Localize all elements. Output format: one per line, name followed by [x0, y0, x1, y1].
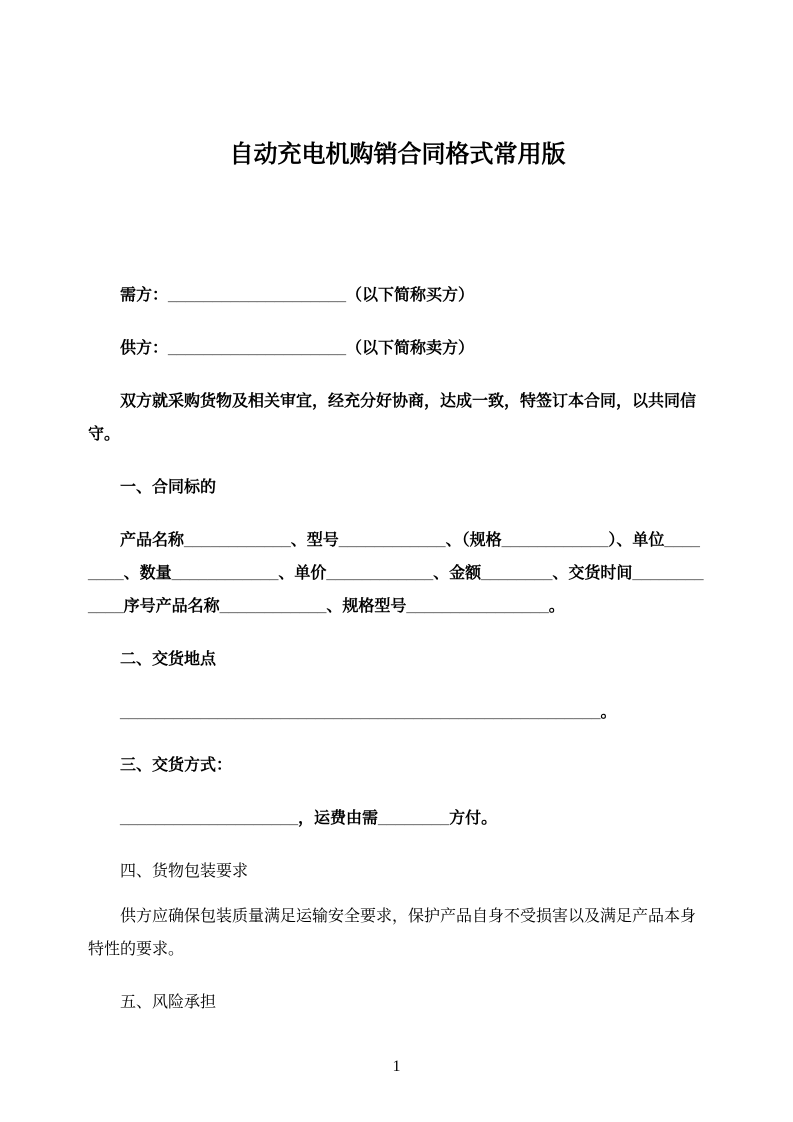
page-number: 1 [392, 1058, 401, 1075]
heading-risk: 五、风险承担 [120, 994, 217, 1011]
heading-packaging: 四、货物包装要求 [120, 863, 249, 880]
intro-paragraph: 双方就采购货物及相关审宜，经充分好协商，达成一致，特签订本合同，以共同信守。 [88, 393, 697, 443]
party-buyer-line: 需方：____________________（以下简称买方） [120, 287, 474, 304]
document-title: 自动充电机购销合同格式常用版 [229, 141, 566, 168]
heading-contract-subject: 一、合同标的 [120, 479, 217, 496]
blank-delivery-method: ____________________，运费由需________方付。 [120, 810, 498, 827]
party-seller-line: 供方：____________________（以下简称卖方） [120, 340, 474, 357]
blank-delivery-place: ______________________________________________________。 [120, 704, 617, 721]
heading-delivery-method: 三、交货方式： [120, 757, 233, 774]
paragraph-packaging: 供方应确保包装质量满足运输安全要求，保护产品自身不受损害以及满足产品本身特性的要求。 [88, 908, 697, 958]
heading-delivery-place: 二、交货地点 [120, 651, 217, 668]
fields-contract-subject: 产品名称____________、型号____________、（规格____________）、单位________、数量____________、单价____________、金额________、交货时间____________序号产品名称____________、规格型号________________。 [88, 532, 704, 615]
